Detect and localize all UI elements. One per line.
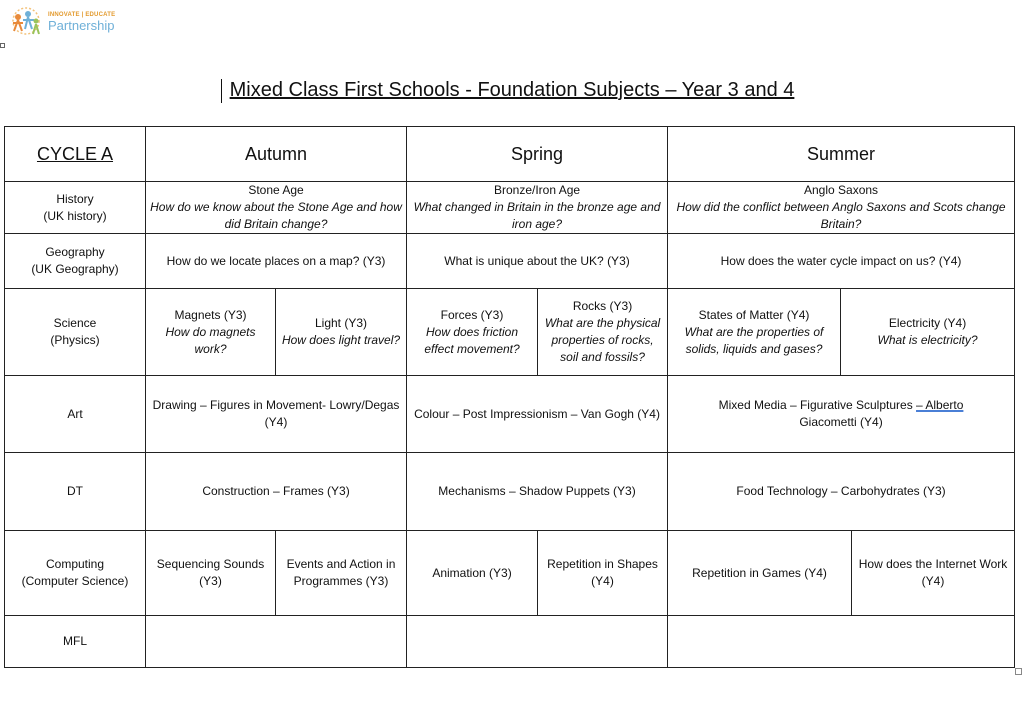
history-spring (407, 182, 668, 234)
autumn-header: Autumn (146, 127, 407, 182)
computing-row (5, 531, 1015, 616)
mfl-summer (668, 616, 1015, 668)
science-summer-1 (668, 289, 841, 376)
dt-label: DT (5, 453, 146, 531)
computing-label-sub: (Computer Science) (21, 574, 129, 588)
spring-header: Spring (407, 127, 668, 182)
dt-spring: Mechanisms – Shadow Puppets (Y3) (407, 453, 668, 531)
history-autumn-title: Stone Age (248, 183, 304, 197)
logo-tagline: INNOVATE | EDUCATE (48, 12, 116, 18)
science-label-sub: (Physics) (50, 333, 100, 347)
history-label (5, 182, 146, 234)
computing-summer-1: Repetition in Games (Y4) (668, 531, 852, 616)
science-label-main: Science (53, 316, 97, 330)
science-summer-2 (841, 289, 1015, 376)
computing-label-main: Computing (45, 557, 105, 571)
document-title: Mixed Class First Schools - Foundation Subjects – Year 3 and 4 (229, 79, 795, 101)
logo-name: Partnership (48, 18, 115, 33)
science-rocks-question: What are the physical properties of rocks, soil and fossils? (544, 316, 661, 364)
art-label: Art (5, 376, 146, 453)
art-summer (668, 376, 1015, 453)
computing-spring-1: Animation (Y3) (407, 531, 538, 616)
science-spring-1 (407, 289, 538, 376)
science-row (5, 289, 1015, 376)
header-row (5, 127, 1015, 182)
geography-spring: What is unique about the UK? (Y3) (407, 234, 668, 289)
cycle-label: CYCLE A (36, 143, 114, 164)
computing-autumn-2: Events and Action in Programmes (Y3) (276, 531, 407, 616)
history-spring-title: Bronze/Iron Age (493, 183, 581, 197)
geography-summer: How does the water cycle impact on us? (Y4) (668, 234, 1015, 289)
summer-header: Summer (668, 127, 1015, 182)
table-resize-handle[interactable] (1015, 668, 1022, 675)
geography-label (5, 234, 146, 289)
art-summer-text: Mixed Media – Figurative Sculptures (718, 398, 917, 412)
computing-autumn-1: Sequencing Sounds (Y3) (146, 531, 276, 616)
science-forces-title: Forces (Y3) (440, 307, 504, 322)
science-matter-question: What are the properties of solids, liquids and gases? (684, 324, 824, 356)
mfl-autumn (146, 616, 407, 668)
science-autumn-1 (146, 289, 276, 376)
computing-label (5, 531, 146, 616)
science-rocks-title: Rocks (Y3) (572, 299, 633, 313)
computing-summer-2: How does the Internet Work (Y4) (852, 531, 1015, 616)
art-spring: Colour – Post Impressionism – Van Gogh (Y4) (407, 376, 668, 453)
history-row (5, 182, 1015, 234)
science-electricity-title: Electricity (Y4) (888, 316, 967, 330)
history-summer (668, 182, 1015, 234)
science-forces-question: How does friction effect movement? (424, 324, 520, 356)
geography-row (5, 234, 1015, 289)
science-autumn-2 (276, 289, 407, 376)
history-label-sub: (UK history) (43, 208, 107, 223)
history-summer-question: How did the conflict between Anglo Saxons and Scots change Britain? (676, 200, 1006, 231)
dt-summer: Food Technology – Carbohydrates (Y3) (668, 453, 1015, 531)
art-autumn: Drawing – Figures in Movement- Lowry/Degas (Y4) (146, 376, 407, 453)
art-summer-flagged-text[interactable]: – Alberto (916, 398, 964, 412)
art-summer-text-end: Giacometti (Y4) (799, 415, 883, 429)
table-move-handle[interactable] (0, 43, 5, 48)
science-spring-2 (538, 289, 668, 376)
history-label-main: History (56, 191, 94, 206)
history-spring-question: What changed in Britain in the bronze age and iron age? (413, 200, 661, 231)
computing-spring-2: Repetition in Shapes (Y4) (538, 531, 668, 616)
geography-autumn: How do we locate places on a map? (Y3) (146, 234, 407, 289)
dt-autumn: Construction – Frames (Y3) (146, 453, 407, 531)
cycle-header (5, 127, 146, 182)
mfl-spring (407, 616, 668, 668)
history-autumn (146, 182, 407, 234)
history-autumn-question: How do we know about the Stone Age and how did Britain change? (150, 200, 402, 231)
history-summer-title: Anglo Saxons (803, 183, 879, 197)
partnership-logo (8, 5, 118, 43)
science-matter-title: States of Matter (Y4) (698, 307, 810, 322)
geography-label-sub: (UK Geography) (31, 262, 119, 276)
science-light-title: Light (Y3) (314, 316, 368, 330)
geography-label-main: Geography (45, 245, 105, 259)
science-magnets-title: Magnets (Y3) (174, 307, 247, 322)
science-light-question: How does light travel? (281, 333, 401, 347)
dt-row (5, 453, 1015, 531)
science-magnets-question: How do magnets work? (165, 324, 256, 356)
mfl-row (5, 616, 1015, 668)
science-label (5, 289, 146, 376)
logo-figures-icon (8, 5, 44, 41)
art-row (5, 376, 1015, 453)
science-electricity-question: What is electricity? (877, 333, 978, 347)
mfl-label: MFL (5, 616, 146, 668)
curriculum-table (4, 126, 1015, 668)
